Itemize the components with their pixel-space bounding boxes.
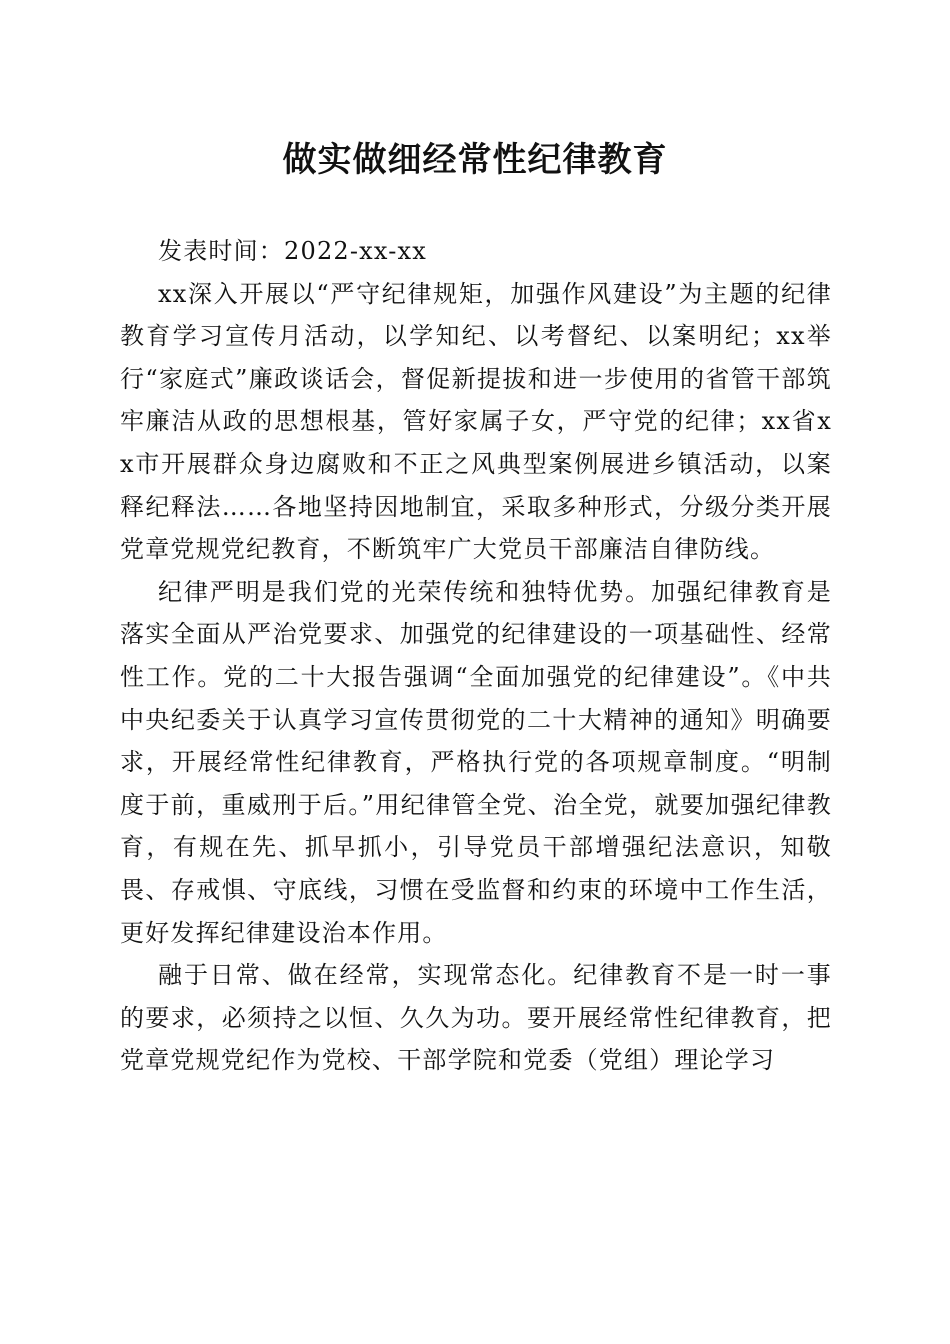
body-paragraph: 纪律严明是我们党的光荣传统和独特优势。加强纪律教育是落实全面从严治党要求、加强党的纪律建设的一项基础性、经常性工作。党的二十大报告强调“全面加强党的纪律建设”。《中共中央纪委关于认真学习宣传贯彻党的二十大精神的通知》明确要求，开展经常性纪律教育，严格执行党的各项规章制度。“明制度于前，重威刑于后。”用纪律管全党、治全党，就要加强纪律教育，有规在先、抓早抓小，引导党员干部增强纪法意识，知敬畏、存戒惧、守底线，习惯在受监督和约束的环境中工作生活，更好发挥纪律建设治本作用。	[120, 577, 832, 947]
document-body	[120, 230, 832, 1082]
publish-time: 发表时间：2022-xx-xx	[158, 237, 428, 265]
document-title: 做实做细经常性纪律教育	[282, 140, 668, 180]
body-paragraph: xx深入开展以“严守纪律规矩，加强作风建设”为主题的纪律教育学习宣传月活动，以学知纪、以考督纪、以案明纪；xx举行“家庭式”廉政谈话会，督促新提拔和进一步使用的省管干部筑牢廉洁从政的思想根基，管好家属子女，严守党的纪律；xx省xx市开展群众身边腐败和不正之风典型案例展进乡镇活动，以案释纪释法……各地坚持因地制宜，采取多种形式，分级分类开展党章党规党纪教育，不断筑牢广大党员干部廉洁自律防线。	[120, 279, 832, 564]
body-paragraph: 融于日常、做在经常，实现常态化。纪律教育不是一时一事的要求，必须持之以恒、久久为功。要开展经常性纪律教育，把党章党规党纪作为党校、干部学院和党委（党组）理论学习	[120, 961, 832, 1075]
